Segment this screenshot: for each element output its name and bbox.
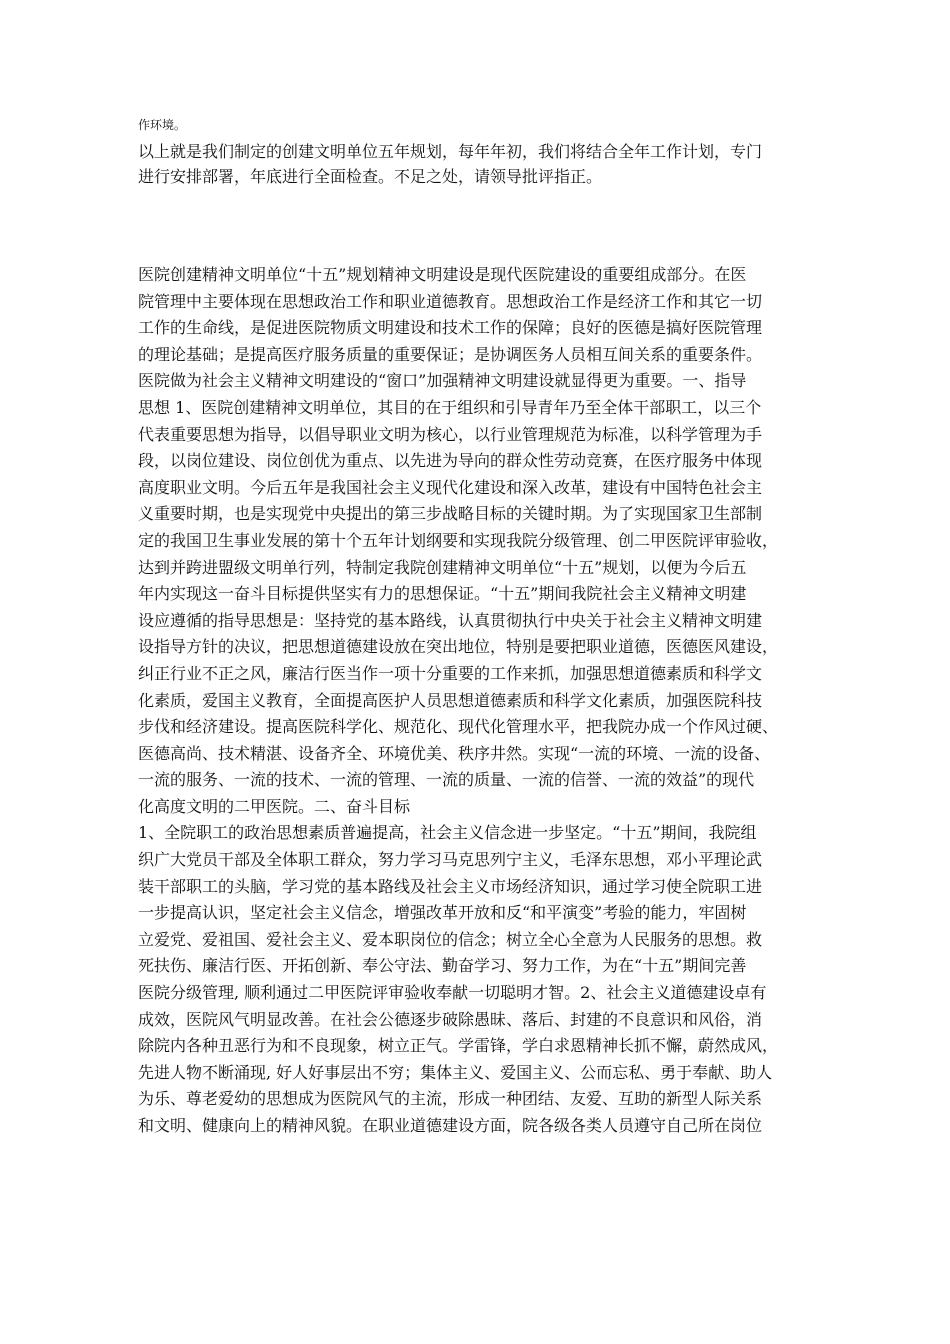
text-line: 死扶伤、廉洁行医、开拓创新、奉公守法、勤奋学习、努力工作，为在“十五”期间完善 <box>138 956 747 976</box>
text-line: 工作的生命线，是促进医院物质文明建设和技术工作的保障；良好的医德是搞好医院管理 <box>138 318 763 338</box>
text-line: 年内实现这一奋斗目标提供坚实有力的思想保证。“十五”期间我院社会主义精神文明建 <box>138 584 747 604</box>
text-line: 医德高尚、技术精湛、设备齐全、环境优美、秩序井然。实现“一流的环境、一流的设备、 <box>138 743 771 763</box>
text-line: 设指导方针的决议，把思想道德建设放在突出地位，特别是要把职业道德，医德医风建设， <box>138 637 779 657</box>
text-line: 医院分级管理, 顺利通过二甲医院评审验收奉献一切聪明才智。2、社会主义道德建设卓有 <box>138 983 767 1003</box>
text-line: 成效，医院风气明显改善。在社会公德逐步破除愚昧、落后、封建的不良意识和风俗，消 <box>138 1009 763 1029</box>
text-line: 进行安排部署，年底进行全面检查。不足之处，请领导批评指正。 <box>138 167 603 186</box>
text-line: 思想 1、医院创建精神文明单位，其目的在于组织和引导青年乃至全体干部职工，以三个 <box>138 397 762 417</box>
closing-paragraph <box>138 139 826 189</box>
text-line: 化高度文明的二甲医院。二、奋斗目标 <box>138 796 411 816</box>
text-line: 立爱党、爱祖国、爱社会主义、爱本职岗位的信念；树立全心全意为人民服务的思想。救 <box>138 929 763 949</box>
text-line: 织广大党员干部及全体职工群众，努力学习马克思列宁主义，毛泽东思想，邓小平理论武 <box>138 850 763 870</box>
text-line: 高度职业文明。今后五年是我国社会主义现代化建设和深入改革，建设有中国特色社会主 <box>138 477 763 497</box>
text-line: 设应遵循的指导思想是：坚持党的基本路线，认真贯彻执行中央关于社会主义精神文明建 <box>138 610 763 630</box>
text-line: 除院内各种丑恶行为和不良现象，树立正气。学雷锋，学白求恩精神长抓不懈，蔚然成风， <box>138 1036 779 1056</box>
text-line: 以上就是我们制定的创建文明单位五年规划，每年年初，我们将结合全年工作计划，专门 <box>138 142 763 161</box>
text-line: 一流的服务、一流的技术、一流的管理、一流的质量、一流的信誉、一流的效益”的现代 <box>138 770 755 790</box>
text-line: 义重要时期，也是实现党中央提出的第三步战略目标的关键时期。为了实现国家卫生部制 <box>138 504 763 524</box>
text-line: 医院创建精神文明单位“十五”规划精神文明建设是现代医院建设的重要组成部分。在医 <box>138 265 747 284</box>
text-line: 先进人物不断涌现, 好人好事层出不穷；集体主义、爱国主义、公而忘私、勇于奉献、助人 <box>138 1062 773 1082</box>
text-line: 纠正行业不正之风，廉洁行医当作一项十分重要的工作来抓，加强思想道德素质和科学文 <box>138 663 763 683</box>
text-line: 为乐、尊老爱幼的思想成为医院风气的主流，形成一种团结、友爱、互助的新型人际关系 <box>138 1089 763 1109</box>
text-line: 代表重要思想为指导，以倡导职业文明为核心，以行业管理规范为标准，以科学管理为手 <box>138 424 763 444</box>
text-line: 段，以岗位建设、岗位创优为重点、以先进为导向的群众性劳动竞赛，在医疗服务中体现 <box>138 451 763 471</box>
text-line: 装干部职工的头脑，学习党的基本路线及社会主义市场经济知识，通过学习使全院职工进 <box>138 876 763 896</box>
text-line: 1、全院职工的政治思想素质普遍提高，社会主义信念进一步坚定。“十五”期间，我院组 <box>138 823 757 843</box>
text-line: 医院做为社会主义精神文明建设的“窗口”加强精神文明建设就显得更为重要。一、指导 <box>138 371 747 391</box>
text-line: 化素质，爱国主义教育，全面提高医护人员思想道德素质和科学文化素质，加强医院科技 <box>138 690 763 710</box>
text-line: 一步提高认识，坚定社会主义信念，增强改革开放和反“和平演变”考验的能力，牢固树 <box>138 903 747 923</box>
main-body <box>138 262 826 1140</box>
text-line: 步伐和经济建设。提高医院科学化、规范化、现代化管理水平，把我院办成一个作风过硬、 <box>138 717 779 737</box>
text-line: 院管理中主要体现在思想政治工作和职业道德教育。思想政治工作是经济工作和其它一切 <box>138 291 763 311</box>
text-line: 的理论基础；是提高医疗服务质量的重要保证；是协调医务人员相互间关系的重要条件。 <box>138 344 763 364</box>
fragment-line: 作环境。 <box>138 118 187 132</box>
text-line: 和文明、健康向上的精神风貌。在职业道德建设方面，院各级各类人员遵守自己所在岗位 <box>138 1116 763 1135</box>
text-line: 定的我国卫生事业发展的第十个五年计划纲要和实现我院分级管理、创二甲医院评审验收， <box>138 530 779 550</box>
text-line: 达到并跨进盟级文明单行列，特制定我院创建精神文明单位“十五”规划，以便为今后五 <box>138 557 747 577</box>
